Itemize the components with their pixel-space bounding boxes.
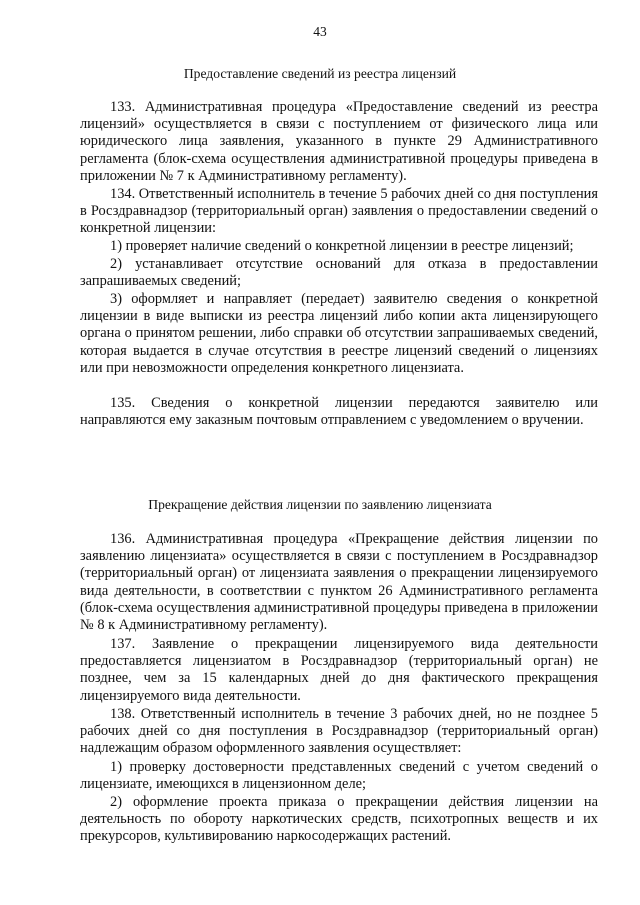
page-number: 43 bbox=[313, 24, 327, 39]
paragraph-138: 138. Ответственный исполнитель в течение 3 рабочих дней, но не позднее 5 рабочих дней со дня поступления в Росздравнадзор (территориальный орган) надлежащим образом оформленного заявления осуществляет: bbox=[80, 706, 598, 757]
paragraph-134-item-1: 1) проверяет наличие сведений о конкретной лицензии в реестре лицензий; bbox=[110, 238, 574, 254]
paragraph-137: 137. Заявление о прекращении лицензируемого вида деятельности предоставляется лицензиатом в Росздравнадзор (территориальный орган) не позднее, чем за 15 календарных дней до дня фактического прекращения лицензируемого вида деятельности. bbox=[80, 636, 598, 704]
section-heading-termination: Прекращение действия лицензии по заявлению лицензиата bbox=[148, 497, 492, 512]
section-heading-registry: Предоставление сведений из реестра лицензий bbox=[183, 66, 457, 81]
paragraph-135: 135. Сведения о конкретной лицензии передаются заявителю или направляются ему заказным почтовым отправлением с уведомлением о вручении. bbox=[80, 395, 598, 429]
paragraph-136: 136. Административная процедура «Прекращение действия лицензии по заявлению лицензиата» осуществляется в связи с поступлением в Росздравнадзор (территориальный орган) от лицензиата заявления о прекращении лицензируемого вида деятельности, в соответствии с пунктом 26 Административного регламента (блок-схема осуществления административной процедуры приведена в приложении № 8 к Административному регламенту). bbox=[80, 531, 598, 634]
paragraph-134: 134. Ответственный исполнитель в течение 5 рабочих дней со дня поступления в Росздравнадзор (территориальный орган) заявления о предоставлении сведений о конкретной лицензии: bbox=[80, 186, 598, 237]
paragraph-134-item-2: 2) устанавливает отсутствие оснований для отказа в предоставлении запрашиваемых сведений; bbox=[80, 256, 598, 290]
paragraph-134-item-3: 3) оформляет и направляет (передает) заявителю сведения о конкретной лицензии в виде выписки из реестра лицензий либо копии акта лицензирующего органа о принятом решении, либо справки об отсутствии запрашиваемых сведений, которая выдается в случае отсутствия в реестре лицензий сведений о лицензиях или при невозможности определения конкретного лицензиата. bbox=[80, 291, 598, 376]
paragraph-138-item-1: 1) проверку достоверности представленных сведений с учетом сведений о лицензиате, имеющихся в лицензионном деле; bbox=[80, 759, 598, 793]
paragraph-133: 133. Административная процедура «Предоставление сведений из реестра лицензий» осуществляется в связи с поступлением от физического лица или юридического лица заявления, указанного в пункте 29 Административного регламента (блок-схема осуществления административной процедуры приведена в приложении № 7 к Административному регламенту). bbox=[80, 99, 598, 184]
paragraph-138-item-2: 2) оформление проекта приказа о прекращении действия лицензии на деятельность по обороту наркотических средств, психотропных веществ и их прекурсоров, культивированию наркосодержащих растений. bbox=[80, 794, 598, 845]
